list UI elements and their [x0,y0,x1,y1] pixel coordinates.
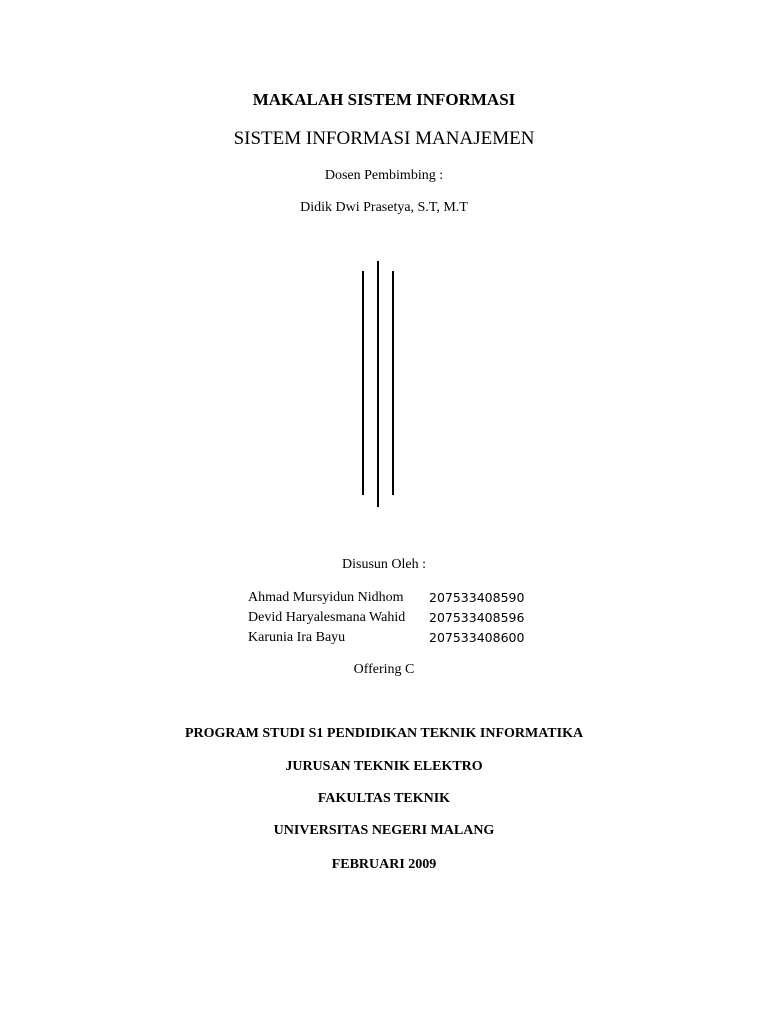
document-subtitle: SISTEM INFORMASI MANAJEMEN [233,128,535,149]
author-nim: 207533408590 [429,590,525,605]
decorative-line-left [362,271,364,495]
author-nim: 207533408600 [429,630,525,645]
author-nim: 207533408596 [429,610,525,625]
advisor-name: Didik Dwi Prasetya, S.T, M.T [300,200,468,215]
offering-label: Offering C [353,662,415,677]
faculty: FAKULTAS TEKNIK [317,791,451,806]
university: UNIVERSITAS NEGERI MALANG [273,823,495,838]
author-name: Devid Haryalesmana Wahid [248,610,406,625]
department: JURUSAN TEKNIK ELEKTRO [285,759,483,774]
decorative-line-center [377,261,379,507]
decorative-line-right [392,271,394,495]
author-name: Ahmad Mursyidun Nidhom [248,590,404,605]
compiled-by-label: Disusun Oleh : [342,557,426,572]
author-row [248,628,524,648]
author-list [248,588,524,648]
date: FEBRUARI 2009 [331,857,437,872]
author-name: Karunia Ira Bayu [248,630,346,645]
document-title: MAKALAH SISTEM INFORMASI [252,90,516,109]
author-row [248,588,524,608]
author-row [248,608,524,628]
study-program: PROGRAM STUDI S1 PENDIDIKAN TEKNIK INFORMATIKA [184,726,584,741]
advisor-label: Dosen Pembimbing : [324,168,444,183]
